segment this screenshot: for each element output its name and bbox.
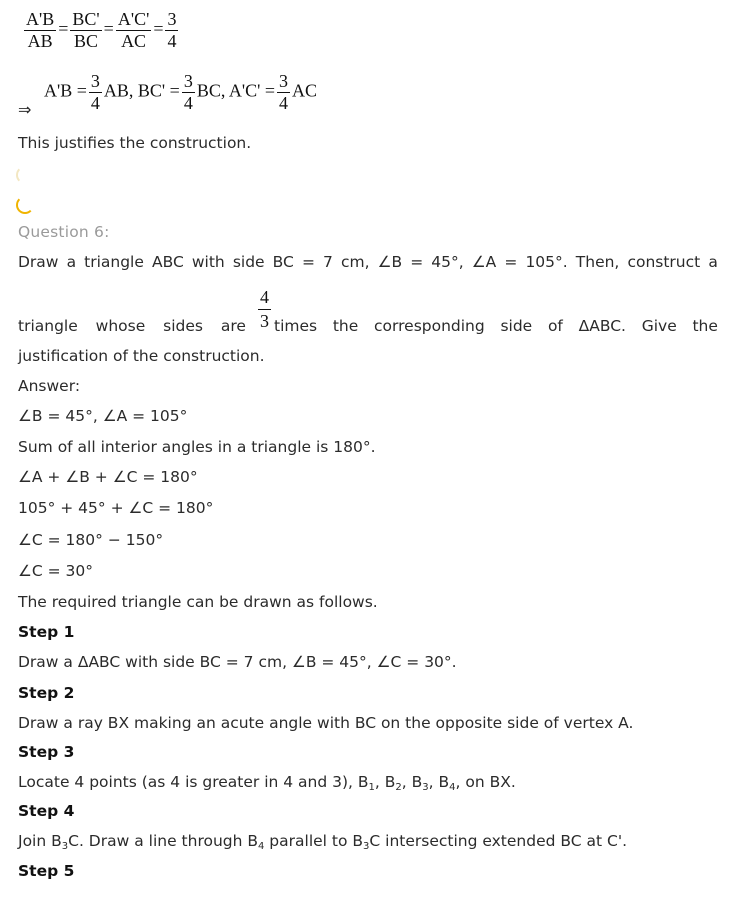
- question-word: of: [547, 317, 563, 335]
- question-word: side: [500, 317, 533, 335]
- question-word: ABC: [151, 253, 184, 271]
- step-text: Draw a ray BX making an acute angle with BC on the opposite side of vertex A.: [18, 714, 634, 732]
- question-word: side: [232, 253, 265, 271]
- question-word: 45°,: [431, 253, 464, 271]
- answer-line: Sum of all interior angles in a triangle is 180°.: [18, 438, 376, 456]
- question-word: with: [191, 253, 225, 271]
- question-line-2-end: [274, 317, 718, 335]
- question-word: Then,: [575, 253, 620, 271]
- step-heading: Step 5: [18, 862, 75, 880]
- question-word: cm,: [340, 253, 370, 271]
- loading-spinner-icon: [16, 166, 34, 184]
- question-word: a: [66, 253, 77, 271]
- ratio-equation: $\frac{A'B}{AB}$ = $\frac{BC'}{BC}$ = $\frac{A'C'}{AC}$ = $\frac{3}{4}$: [26, 9, 177, 51]
- answer-line: ∠C = 180° − 150°: [18, 531, 164, 549]
- question-title: Question 6:: [18, 223, 110, 241]
- question-word: Give: [641, 317, 677, 335]
- scaled-sides-equation: A'B = $\frac{3}{4}$ AB, BC' = $\frac{3}{4}$ BC, A'C' = $\frac{3}{4}$ AC: [44, 71, 318, 113]
- answer-line: The required triangle can be drawn as follows.: [18, 593, 378, 611]
- question-word: triangle: [84, 253, 144, 271]
- fraction: $\frac{A'B}{AB}$: [26, 9, 55, 51]
- step-heading: Step 1: [18, 623, 75, 641]
- step-text: Draw a ΔABC with side BC = 7 cm, ∠B = 45°, ∠C = 30°.: [18, 653, 457, 671]
- question-word: ΔABC.: [578, 317, 626, 335]
- fraction: $\frac{BC'}{BC}$: [72, 9, 100, 51]
- answer-line: ∠A + ∠B + ∠C = 180°: [18, 468, 198, 486]
- fraction: $\frac{3}{4}$: [183, 71, 193, 113]
- question-word: BC: [272, 253, 294, 271]
- question-line-1: [18, 253, 718, 271]
- question-word: corresponding: [374, 317, 485, 335]
- step-heading: Step 3: [18, 743, 75, 761]
- question-fraction: $\frac{4}{3}$: [260, 287, 269, 331]
- justification-text: This justifies the construction.: [18, 134, 252, 152]
- question-word: times: [274, 317, 318, 335]
- question-word: construct: [627, 253, 701, 271]
- step-text: Locate 4 points (as 4 is greater in 4 and 3), $B_1$, $B_2$, $B_3$, $B_4$, on BX.: [18, 773, 516, 793]
- answer-line: ∠B = 45°, ∠A = 105°: [18, 407, 188, 425]
- implies-arrow: ⇒: [18, 100, 32, 119]
- question-word: sides: [163, 317, 203, 335]
- question-word: triangle: [18, 317, 78, 335]
- question-word: 105°.: [525, 253, 568, 271]
- step-text: Join $B_3C$. Draw a line through $B_4$ parallel to $B_3C$ intersecting extended BC at C'.: [18, 832, 628, 852]
- question-word: ∠B: [377, 253, 403, 271]
- answer-line: 105° + 45° + ∠C = 180°: [18, 499, 214, 517]
- question-word: ∠A: [471, 253, 497, 271]
- fraction: $\frac{A'C'}{AC}$: [117, 9, 150, 51]
- question-word: 7: [323, 253, 333, 271]
- question-word: whose: [95, 317, 146, 335]
- fraction: $\frac{3}{4}$: [90, 71, 100, 113]
- question-word: =: [301, 253, 315, 271]
- question-word: a: [708, 253, 718, 271]
- question-word: the: [332, 317, 359, 335]
- loading-spinner-icon: [16, 196, 34, 214]
- question-line-2-start: [18, 317, 246, 335]
- question-line-3: justification of the construction.: [18, 347, 265, 365]
- question-word: are: [220, 317, 246, 335]
- fraction: $\frac{3}{4}$: [167, 9, 177, 51]
- answer-line: ∠C = 30°: [18, 562, 94, 580]
- question-word: Draw: [18, 253, 59, 271]
- question-word: =: [410, 253, 424, 271]
- question-word: the: [692, 317, 718, 335]
- fraction: $\frac{3}{4}$: [279, 71, 288, 113]
- step-heading: Step 4: [18, 802, 75, 820]
- step-heading: Step 2: [18, 684, 75, 702]
- question-word: =: [504, 253, 518, 271]
- answer-label: Answer:: [18, 377, 81, 395]
